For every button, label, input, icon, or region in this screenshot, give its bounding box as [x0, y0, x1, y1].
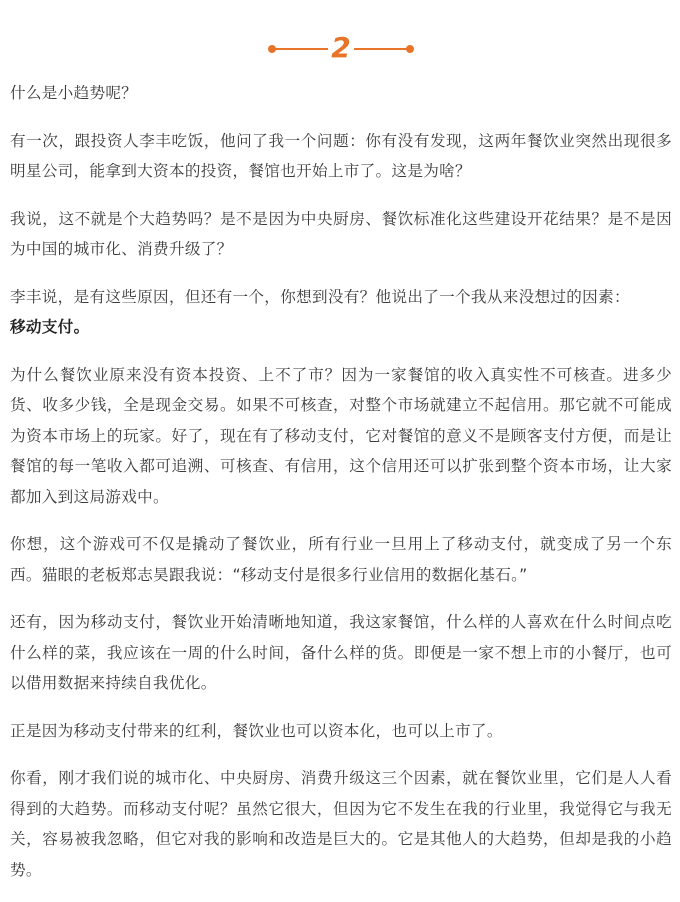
- paragraph-4: [10, 282, 672, 343]
- left-line-ornament: [272, 48, 328, 50]
- paragraph-text: 正是因为移动支付带来的红利，餐饮业也可以资本化，也可以上市了。: [10, 721, 503, 740]
- paragraph-1: [10, 78, 672, 109]
- paragraph-text: 有一次，跟投资人李丰吃饭，他问了我一个问题：你有没有发现，这两年餐饮业突然出现很多明星公司，能拿到大资本的投资，餐馆也开始上市了。这是为啥？: [10, 131, 672, 180]
- paragraph-7: [10, 607, 672, 699]
- paragraph-text: 我说，这不就是个大趋势吗？是不是因为中央厨房、餐饮标准化这些建设开花结果？是不是因为中国的城市化、消费升级了？: [10, 209, 672, 258]
- paragraph-text: 为什么餐饮业原来没有资本投资、上不了市？因为一家餐馆的收入真实性不可核查。进多少货、收多少钱，全是现金交易。如果不可核查，对整个市场就建立不起信用。那它就不可能成为资本市场上的玩家。好了，现在有了移动支付，它对餐馆的意义不是顾客支付方便，而是让餐馆的每一笔收入都可追溯、可核查、有信用，这个信用还可以扩张到整个资本市场，让大家都加入到这局游戏中。: [10, 365, 672, 506]
- paragraph-5: [10, 360, 672, 513]
- bold-keyword: 移动支付。: [10, 318, 90, 336]
- paragraph-2: [10, 126, 672, 187]
- right-dot-ornament: [406, 45, 414, 53]
- paragraph-text: 李丰说，是有这些原因，但还有一个，你想到没有？他说出了一个我从来没想过的因素：: [10, 287, 630, 306]
- right-line-ornament: [354, 48, 410, 50]
- section-header: [0, 30, 680, 66]
- paragraph-text: 还有，因为移动支付，餐饮业开始清晰地知道，我这家餐馆，什么样的人喜欢在什么时间点吃什么样的菜，我应该在一周的什么时间，备什么样的货。即便是一家不想上市的小餐厅，也可以借用数据来持续自我优化。: [10, 613, 672, 692]
- section-number: 2: [331, 31, 351, 64]
- paragraph-8: [10, 716, 672, 747]
- paragraph-text: 你想，这个游戏可不仅是撬动了餐饮业，所有行业一旦用上了移动支付，就变成了另一个东西。猫眼的老板郑志昊跟我说：“移动支付是很多行业信用的数据化基石。”: [10, 535, 672, 584]
- paragraph-text: 你看，刚才我们说的城市化、中央厨房、消费升级这三个因素，就在餐饮业里，它们是人人看得到的大趋势。而移动支付呢？虽然它很大，但因为它不发生在我的行业里，我觉得它与我无关，容易被我忽略，但它对我的影响和改造是巨大的。它是其他人的大趋势，但却是我的小趋势。: [10, 769, 672, 879]
- paragraph-text: 什么是小趋势呢？: [10, 84, 138, 102]
- paragraph-3: [10, 204, 672, 265]
- paragraph-6: [10, 529, 672, 590]
- paragraph-9: [10, 763, 672, 885]
- article-body: [10, 78, 672, 902]
